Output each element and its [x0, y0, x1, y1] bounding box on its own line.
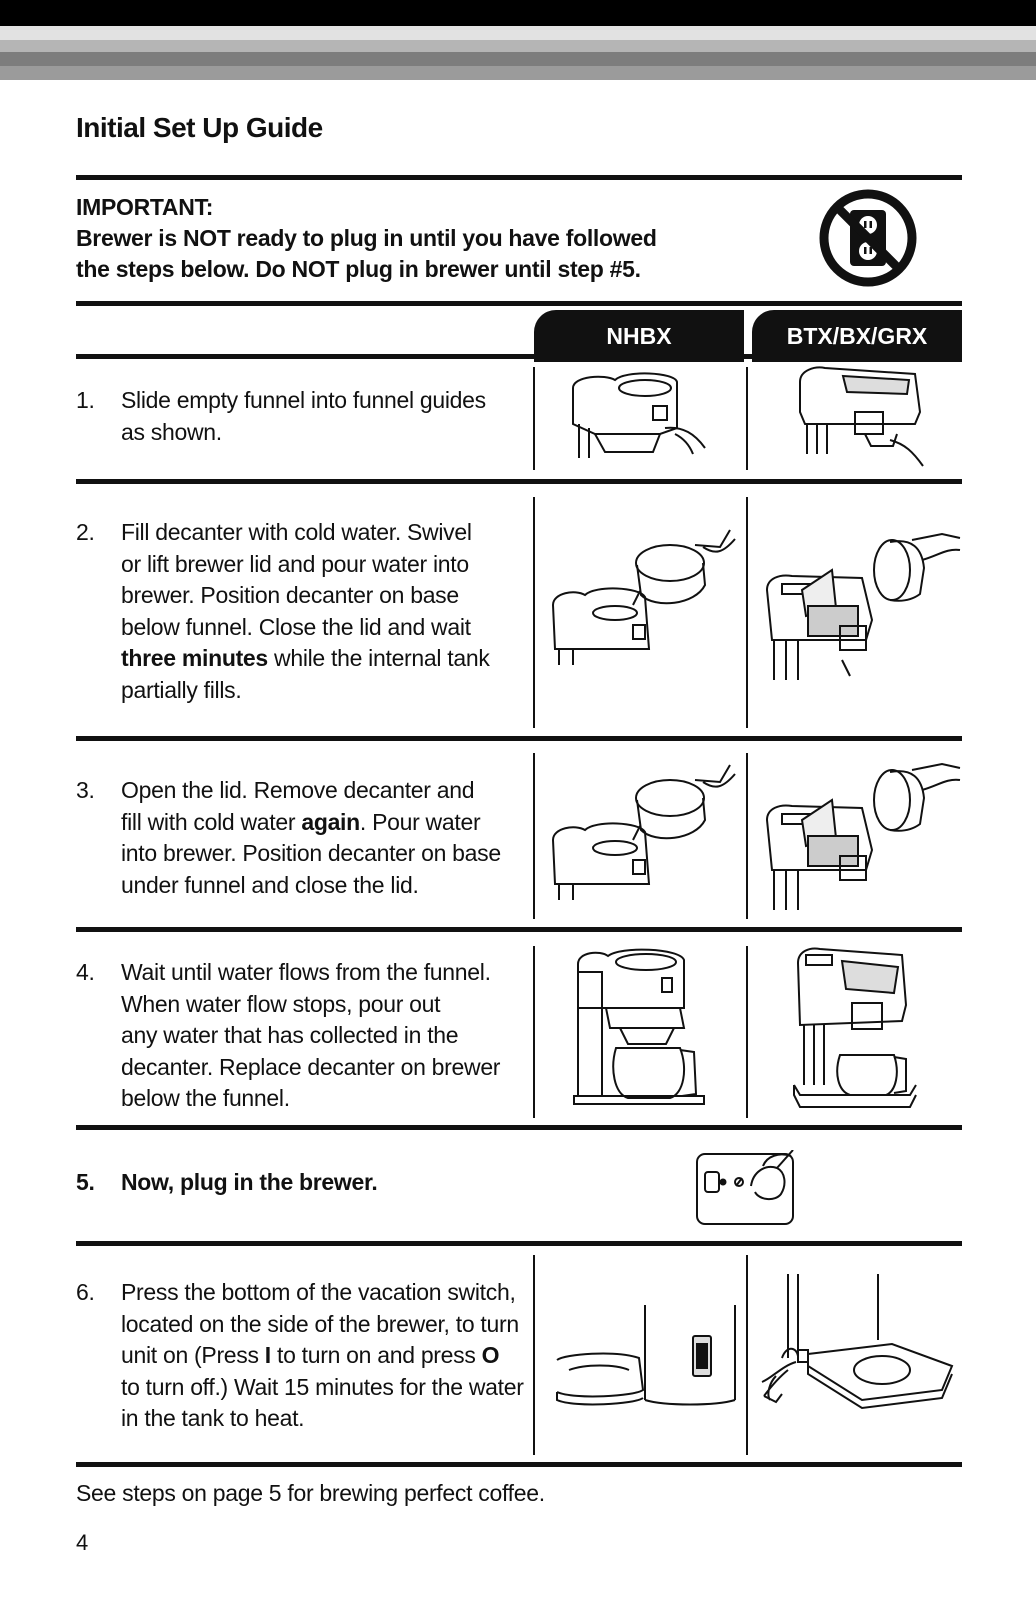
step-number: 5.: [76, 1169, 95, 1195]
step-number: 2.: [76, 519, 95, 545]
no-plug-icon: [818, 188, 918, 288]
step-text-line: partially fills.: [121, 676, 242, 703]
step-text-post: . Pour water: [359, 808, 481, 835]
header-stripes: [0, 0, 1036, 82]
step-number: 6.: [76, 1279, 95, 1305]
step-text-rest: while the internal tank: [267, 645, 490, 671]
step-text-line: [121, 1340, 541, 1372]
important-line-2: the steps below. Do NOT plug in brewer until step #5.: [76, 256, 641, 282]
step-text-line: under funnel and close the lid.: [121, 871, 419, 898]
column-divider: [533, 367, 535, 470]
step-bold-text: I: [264, 1342, 271, 1368]
divider: [76, 1462, 962, 1467]
page-number: 4: [76, 1530, 89, 1555]
step-number: 1.: [76, 387, 95, 413]
step-text-line: below funnel. Close the lid and wait: [121, 613, 471, 640]
nhbx-funnel-illustration: [565, 368, 725, 468]
step-text-line: Press the bottom of the vacation switch,: [121, 1279, 516, 1305]
column-header-nhbx: NHBX: [534, 310, 744, 362]
step-text-line: into brewer. Position decanter on base: [121, 840, 501, 866]
nhbx-brewer-decanter-illustration: [570, 948, 720, 1120]
column-divider: [746, 497, 748, 728]
column-divider: [533, 753, 535, 919]
step-number: 4.: [76, 959, 95, 985]
nhbx-pour-again-illustration: [545, 760, 740, 910]
step-text-pre: unit on (Press: [121, 1342, 265, 1368]
nhbx-vacation-switch-illustration: [555, 1300, 740, 1450]
column-divider: [746, 753, 748, 919]
outlet-plug-icon: [693, 1150, 797, 1230]
btx-brewer-decanter-illustration: [790, 945, 922, 1117]
column-divider: [746, 946, 748, 1118]
step-text-line: below the funnel.: [121, 1085, 290, 1111]
divider: [76, 927, 962, 932]
step-text-mid: to turn on and press: [270, 1342, 482, 1368]
divider: [76, 354, 962, 359]
step-bold-text: O: [481, 1342, 500, 1368]
step-text-line: When water flow stops, pour out: [121, 990, 441, 1017]
step-bold-text: again: [301, 808, 360, 835]
btx-pour-again-illustration: [762, 760, 962, 918]
step-text-line: any water that has collected in the: [121, 1022, 459, 1048]
step-text-line: to turn off.) Wait 15 minutes for the water: [121, 1373, 524, 1400]
step-text-line: located on the side of the brewer, to turn: [121, 1310, 519, 1337]
btx-vacation-switch-illustration: [752, 1270, 962, 1450]
nhbx-pour-water-illustration: [545, 525, 740, 675]
column-divider: [533, 946, 535, 1118]
page-title: Initial Set Up Guide: [76, 112, 323, 143]
divider: [76, 479, 962, 484]
footer-note: See steps on page 5 for brewing perfect coffee.: [76, 1480, 545, 1506]
step-text-pre: fill with cold water: [121, 808, 302, 835]
step-text-line: [121, 643, 511, 675]
btx-pour-water-illustration: [762, 530, 962, 690]
step-text-line: Wait until water flows from the funnel.: [121, 959, 491, 985]
column-divider: [533, 497, 535, 728]
step-text-line: or lift brewer lid and pour water into: [121, 550, 469, 577]
column-header-btx: BTX/BX/GRX: [752, 310, 962, 362]
step-text-line: Fill decanter with cold water. Swivel: [121, 519, 472, 545]
step-text-line: Open the lid. Remove decanter and: [121, 777, 475, 803]
step-text-line: in the tank to heat.: [121, 1405, 305, 1431]
step-bold-text: three minutes: [121, 645, 268, 671]
btx-funnel-illustration: [795, 362, 935, 474]
step-text-line: decanter. Replace decanter on brewer: [121, 1053, 501, 1080]
important-heading: IMPORTANT:: [76, 194, 214, 220]
step-text-line: as shown.: [121, 418, 222, 445]
step-text-line: Now, plug in the brewer.: [121, 1169, 378, 1195]
column-divider: [746, 1255, 748, 1455]
step-text-line: Slide empty funnel into funnel guides: [121, 387, 486, 413]
divider: [76, 1241, 962, 1246]
important-line-1: Brewer is NOT ready to plug in until you have followed: [76, 225, 657, 251]
column-divider: [533, 1255, 535, 1455]
divider: [76, 1125, 962, 1130]
divider: [76, 301, 962, 306]
column-divider: [746, 367, 748, 470]
divider: [76, 175, 962, 180]
divider: [76, 736, 962, 741]
step-number: 3.: [76, 777, 95, 803]
step-text-line: [121, 807, 511, 839]
important-notice: [76, 192, 657, 285]
step-text-line: brewer. Position decanter on base: [121, 582, 459, 608]
